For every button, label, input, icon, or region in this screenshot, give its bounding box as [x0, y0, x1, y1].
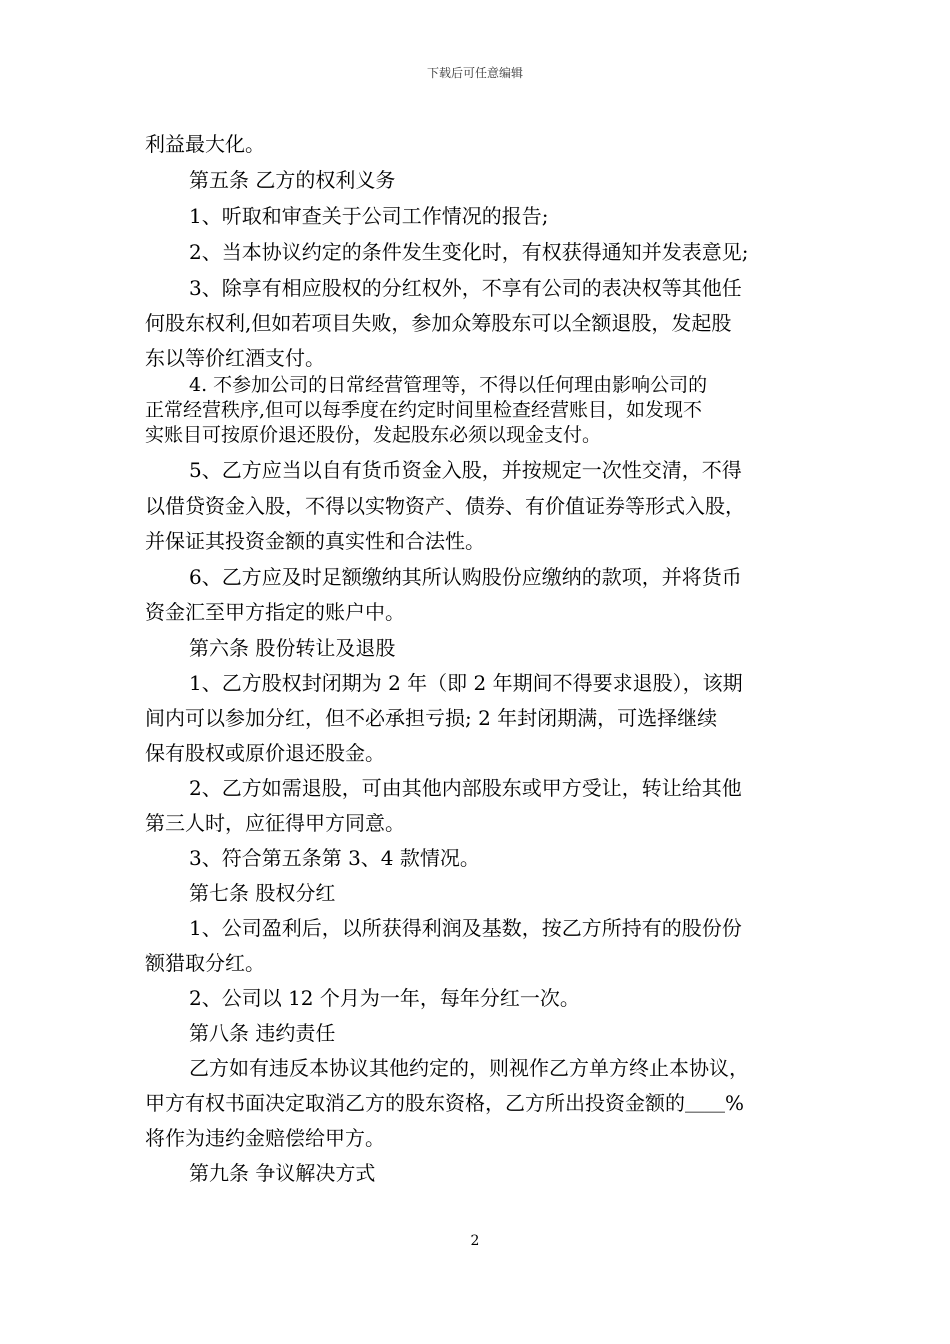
- text-line: 5、乙方应当以自有货币资金入股，并按规定一次性交清，不得: [189, 458, 742, 482]
- text-line: 2、乙方如需退股，可由其他内部股东或甲方受让，转让给其他: [189, 776, 742, 800]
- text-line: 并保证其投资金额的真实性和合法性。: [145, 529, 485, 553]
- text-line: 3、除享有相应股权的分红权外，不享有公司的表决权等其他任: [189, 276, 742, 300]
- text-line: 2、公司以 12 个月为一年，每年分红一次。: [189, 986, 580, 1010]
- page-number: 2: [470, 1233, 480, 1249]
- text-line: 6、乙方应及时足额缴纳其所认购股份应缴纳的款项，并将货币: [189, 565, 742, 589]
- text-line: 乙方如有违反本协议其他约定的，则视作乙方单方终止本协议，: [189, 1056, 749, 1080]
- text-line: 甲方有权书面决定取消乙方的股东资格，乙方所出投资金额的＿＿%: [145, 1091, 745, 1115]
- text-line: 第三人时，应征得甲方同意。: [145, 811, 405, 835]
- text-line: 2、当本协议约定的条件发生变化时，有权获得通知并发表意见;: [189, 240, 749, 264]
- text-line: 间内可以参加分红，但不必承担亏损; 2 年封闭期满，可选择继续: [145, 706, 718, 730]
- text-line: 1、乙方股权封闭期为 2 年（即 2 年期间不得要求退股），该期: [189, 671, 743, 695]
- text-line: 正常经营秩序,但可以每季度在约定时间里检查经营账目，如发现不: [145, 399, 703, 421]
- text-line: 1、公司盈利后，以所获得利润及基数，按乙方所持有的股份份: [189, 916, 742, 940]
- section-heading-6: 第六条 股份转让及退股: [189, 636, 396, 660]
- text-line: 3、符合第五条第 3、4 款情况。: [189, 846, 480, 870]
- text-line: 保有股权或原价退还股金。: [145, 741, 385, 765]
- section-heading-7: 第七条 股权分红: [189, 881, 336, 905]
- text-line: 将作为违约金赔偿给甲方。: [145, 1126, 385, 1150]
- page-header: 下载后可任意编辑: [426, 66, 523, 80]
- section-heading-8: 第八条 违约责任: [189, 1021, 336, 1045]
- text-line: 4. 不参加公司的日常经营管理等，不得以任何理由影响公司的: [189, 374, 708, 396]
- text-line: 东以等价红酒支付。: [145, 346, 325, 370]
- text-line: 利益最大化。: [145, 132, 265, 156]
- text-line: 额猎取分红。: [145, 951, 265, 975]
- text-line: 何股东权利,但如若项目失败，参加众筹股东可以全额退股，发起股: [145, 311, 732, 335]
- section-heading-9: 第九条 争议解决方式: [189, 1161, 376, 1185]
- text-line: 资金汇至甲方指定的账户中。: [145, 600, 405, 624]
- text-line: 以借贷资金入股，不得以实物资产、债券、有价值证券等形式入股，: [145, 494, 745, 518]
- section-heading-5: 第五条 乙方的权利义务: [189, 168, 396, 192]
- text-line: 1、听取和审查关于公司工作情况的报告;: [189, 204, 549, 228]
- text-line: 实账目可按原价退还股份，发起股东必须以现金支付。: [145, 424, 602, 446]
